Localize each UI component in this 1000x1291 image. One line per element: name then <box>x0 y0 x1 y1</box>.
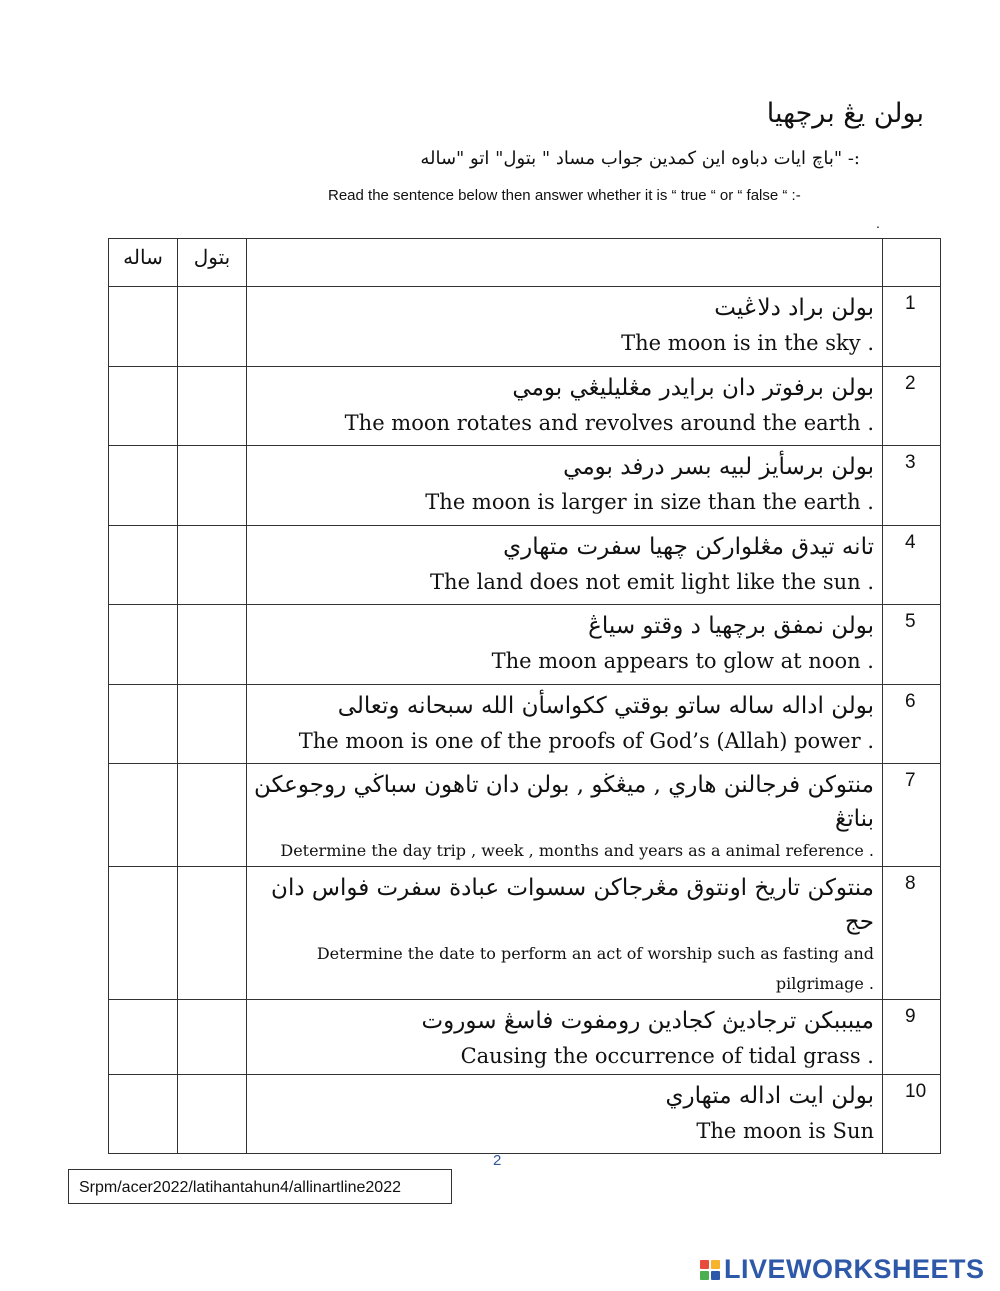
statement-jawi: بولن برسأيز لبيه بسر درفد بومي <box>563 454 874 480</box>
salah-answer-cell[interactable] <box>109 526 178 605</box>
statement-cell <box>247 764 883 867</box>
statement-english: The moon is Sun <box>696 1119 874 1143</box>
statement-jawi: منتوكن فرجالنن هاري , ميڠڬو , بولن دان تاهون سباڬي روجوعكن بناتڠ <box>253 772 874 832</box>
question-number: 8 <box>883 867 941 1000</box>
question-number: 7 <box>883 764 941 867</box>
betul-answer-cell[interactable] <box>178 605 247 685</box>
statement-cell <box>247 446 883 526</box>
betul-answer-cell[interactable] <box>178 367 247 446</box>
table-row <box>109 1075 941 1154</box>
betul-answer-cell[interactable] <box>178 685 247 764</box>
statement-cell <box>247 1075 883 1154</box>
salah-answer-cell[interactable] <box>109 685 178 764</box>
question-number: 3 <box>883 446 941 526</box>
salah-answer-cell[interactable] <box>109 367 178 446</box>
table-row <box>109 605 941 685</box>
question-number: 5 <box>883 605 941 685</box>
question-number: 2 <box>883 367 941 446</box>
brand-text: LIVEWORKSHEETS <box>724 1254 985 1284</box>
statement-cell <box>247 1000 883 1075</box>
footer-reference-box: Srpm/acer2022/latihantahun4/allinartline2022 <box>68 1169 452 1204</box>
table-row <box>109 867 941 1000</box>
table-row <box>109 685 941 764</box>
table-row <box>109 287 941 367</box>
stray-dot: . <box>876 215 880 231</box>
statement-jawi: ميبببكن ترجاديڽ كجادين رومفوت فاسڠ سوروت <box>421 1008 874 1034</box>
betul-answer-cell[interactable] <box>178 287 247 367</box>
table-header-row <box>109 239 941 287</box>
page-number: 2 <box>493 1152 502 1169</box>
liveworksheets-logo-icon <box>700 1260 720 1280</box>
statement-cell <box>247 526 883 605</box>
table-row <box>109 526 941 605</box>
betul-answer-cell[interactable] <box>178 1075 247 1154</box>
statement-cell <box>247 367 883 446</box>
question-number: 9 <box>883 1000 941 1075</box>
header-salah: ساله <box>109 239 178 287</box>
statement-english: The moon is one of the proofs of God’s (Allah) power . <box>298 729 874 753</box>
question-number: 4 <box>883 526 941 605</box>
salah-answer-cell[interactable] <box>109 605 178 685</box>
salah-answer-cell[interactable] <box>109 764 178 867</box>
betul-answer-cell[interactable] <box>178 764 247 867</box>
header-betul: بتول <box>178 239 247 287</box>
statement-jawi: تانه تيدق مڠلواركن چهيا سفرت متهاري <box>503 534 874 560</box>
statement-jawi: بولن اداله ساله ساتو بوقتي ككواسأن الله سبحانه وتعالى <box>337 693 874 719</box>
question-number: 10 <box>883 1075 941 1154</box>
statement-jawi: بولن نمفق برچهيا د وقتو سياڠ <box>588 613 874 639</box>
question-number: 6 <box>883 685 941 764</box>
statement-english: The moon is larger in size than the earth . <box>425 490 874 514</box>
statement-cell <box>247 605 883 685</box>
statement-jawi: بولن ايت اداله متهاري <box>665 1083 874 1109</box>
page-heading: بولن يڠ برچهيا <box>766 98 924 129</box>
salah-answer-cell[interactable] <box>109 287 178 367</box>
salah-answer-cell[interactable] <box>109 867 178 1000</box>
betul-answer-cell[interactable] <box>178 867 247 1000</box>
statement-jawi: بولن برفوتر دان برايدر مڠليليڠي بومي <box>512 375 874 401</box>
question-number: 1 <box>883 287 941 367</box>
salah-answer-cell[interactable] <box>109 1000 178 1075</box>
table-row <box>109 367 941 446</box>
table-row <box>109 1000 941 1075</box>
statement-cell <box>247 867 883 1000</box>
statement-english: Determine the day trip , week , months and years as a animal reference . <box>280 841 874 860</box>
liveworksheets-brand[interactable] <box>700 1254 985 1285</box>
statement-cell <box>247 685 883 764</box>
true-false-table <box>108 238 941 1154</box>
salah-answer-cell[interactable] <box>109 446 178 526</box>
table-row <box>109 764 941 867</box>
betul-answer-cell[interactable] <box>178 446 247 526</box>
statement-english: Determine the date to perform an act of worship such as fasting and pilgrimage . <box>316 944 874 993</box>
statement-english: Causing the occurrence of tidal grass . <box>460 1044 874 1068</box>
header-number <box>883 239 941 287</box>
statement-english: The moon appears to glow at noon . <box>491 649 874 673</box>
statement-jawi: منتوكن تاريخ اونتوق مڠرجاكن سسوات عبادة سفرت فواس دان حج <box>271 875 874 935</box>
betul-answer-cell[interactable] <box>178 1000 247 1075</box>
statement-english: The moon is in the sky . <box>621 331 874 355</box>
salah-answer-cell[interactable] <box>109 1075 178 1154</box>
instruction-english: Read the sentence below then answer whether it is “ true “ or “ false “ :- <box>328 187 801 204</box>
statement-jawi: بولن براد دلاڠيت <box>714 295 874 321</box>
header-statement <box>247 239 883 287</box>
statement-cell <box>247 287 883 367</box>
statement-english: The land does not emit light like the sun . <box>430 570 874 594</box>
table-row <box>109 446 941 526</box>
instruction-jawi: :- "باچ ايات دباوه اين كمدين جواب مساد " بتول" اتو "ساله <box>420 148 860 169</box>
betul-answer-cell[interactable] <box>178 526 247 605</box>
statement-english: The moon rotates and revolves around the earth . <box>344 411 874 435</box>
